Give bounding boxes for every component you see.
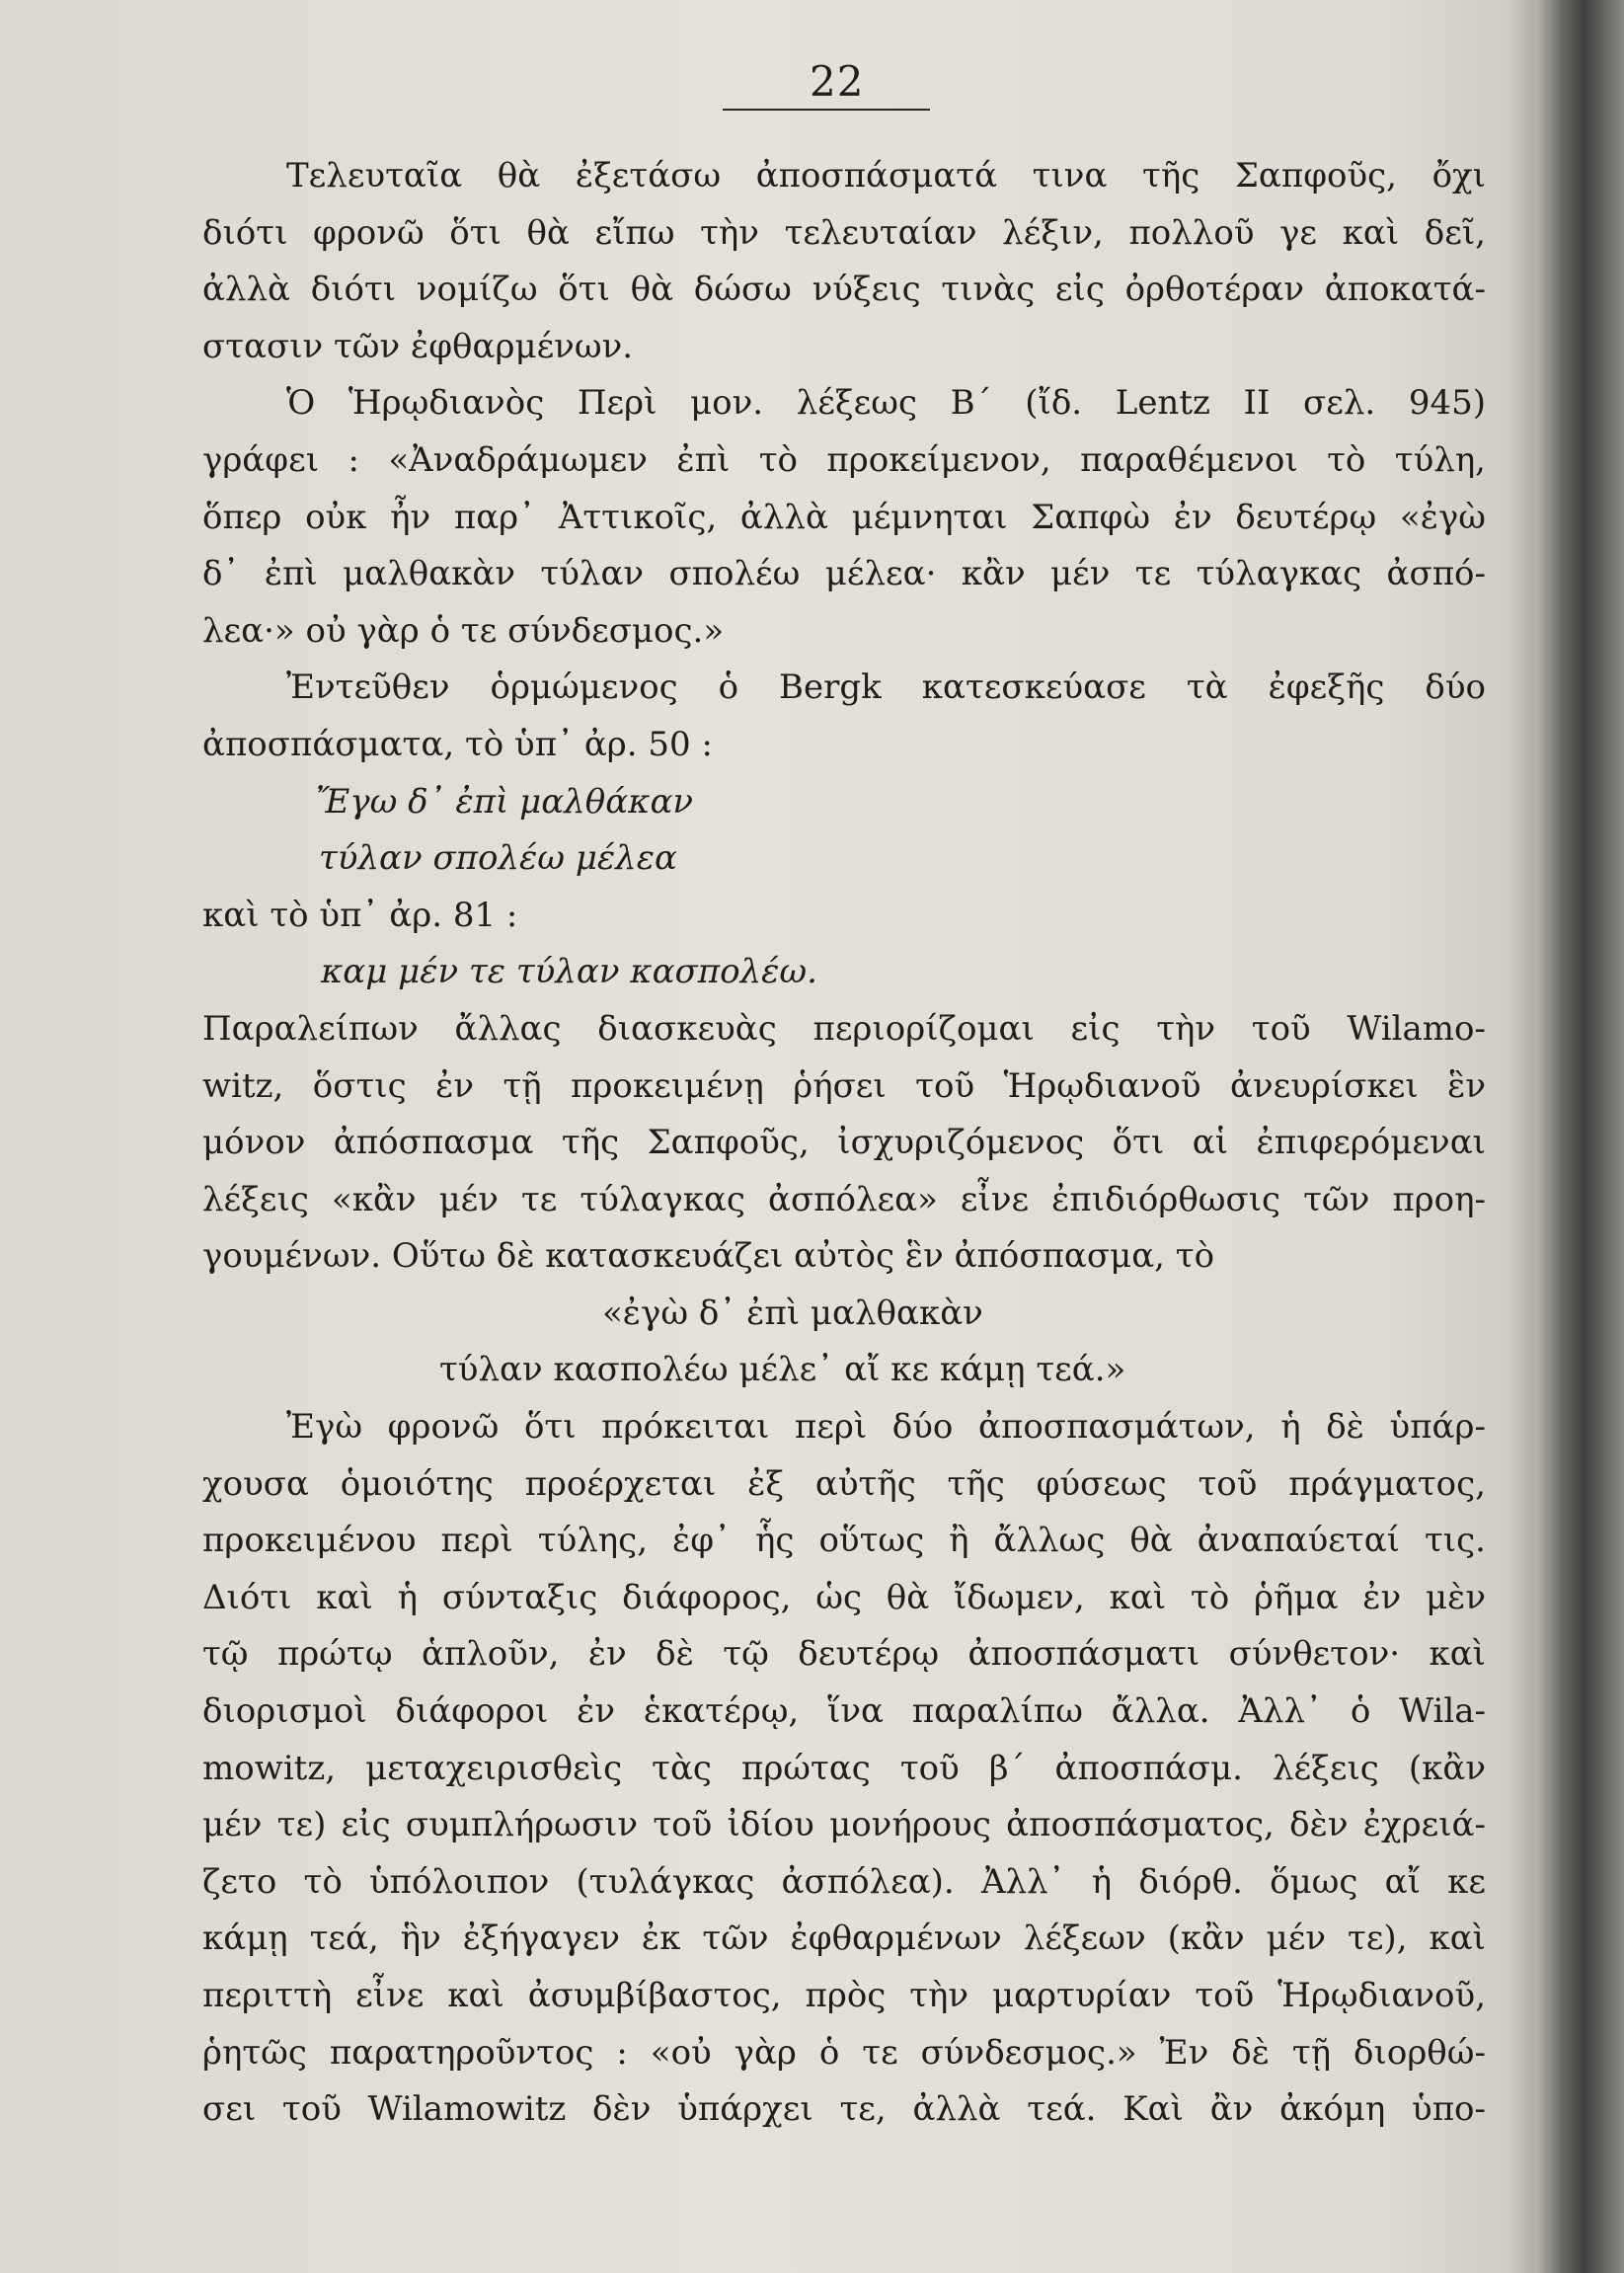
page-number-rule <box>723 109 930 111</box>
verse-line: τύλαν σπολέω μέλεα <box>319 838 677 879</box>
verse-line: Ἔγω δ᾽ ἐπὶ μαλθάκαν <box>316 781 694 822</box>
text-line: ἀποσπάσματα, τὸ ὑπ᾽ ἀρ. 50 : <box>202 724 713 764</box>
verse-line: καμ μέν τε τύλαν κασπολέω. <box>321 952 817 992</box>
text-line: κάμῃ τεά, ἣν ἐξήγαγεν ἐκ τῶν ἐφθαρμένων λέξεων (κἂν μέν τε), καὶ <box>202 1919 1486 1959</box>
book-spine-shadow <box>1535 0 1624 2273</box>
text-line: προκειμένου περὶ τύλης, ἐφ᾽ ἧς οὕτως ἢ ἄλλως θὰ ἀναπαύεταί τις. <box>202 1521 1486 1561</box>
text-line: μόνον ἀπόσπασμα τῆς Σαπφοῦς, ἰσχυριζόμενος ὅτι αἱ ἐπιφερόμεναι <box>202 1123 1486 1163</box>
text-line: Παραλείπων ἄλλας διασκευὰς περιορίζομαι εἰς τὴν τοῦ Wilamo- <box>202 1008 1486 1049</box>
text-line: witz, ὅστις ἐν τῇ προκειμένῃ ῥήσει τοῦ Ἡρῳδιανοῦ ἀνευρίσκει ἓν <box>202 1065 1486 1106</box>
text-line: Ἐντεῦθεν ὁρμώμενος ὁ Bergk κατεσκεύασε τὰ ἐφεξῆς δύο <box>286 667 1486 708</box>
text-line: στασιν τῶν ἐφθαρμένων. <box>202 326 634 366</box>
text-line: ζετο τὸ ὑπόλοιπον (τυλάγκας ἀσπόλεα). Ἀλλ᾽ ἡ διόρθ. ὅμως αἴ κε <box>202 1861 1486 1902</box>
text-line: διορισμοὶ διάφοροι ἐν ἑκατέρῳ, ἵνα παραλίπω ἄλλα. Ἀλλ᾽ ὁ Wila- <box>202 1691 1486 1732</box>
text-line: Διότι καὶ ἡ σύνταξις διάφορος, ὡς θὰ ἴδωμεν, καὶ τὸ ῥῆμα ἐν μὲν <box>202 1577 1486 1617</box>
text-line: τῷ πρώτῳ ἁπλοῦν, ἐν δὲ τῷ δευτέρῳ ἀποσπάσματι σύνθετον· καὶ <box>202 1634 1486 1675</box>
text-line: mowitz, μεταχειρισθεὶς τὰς πρώτας τοῦ β´ ἀποσπάσμ. λέξεις (κἂν <box>202 1748 1486 1788</box>
text-line: ἀλλὰ διότι νομίζω ὅτι θὰ δώσω νύξεις τινὰς εἰς ὀρθοτέραν ἀποκατά- <box>202 270 1486 310</box>
text-line: ῥητῶς παρατηροῦντος : «οὐ γὰρ ὁ τε σύνδεσμος.» Ἐν δὲ τῇ διορθώ- <box>202 2032 1486 2073</box>
quote-line: «ἐγὼ δ᾽ ἐπὶ μαλθακὰν <box>602 1293 983 1333</box>
text-line: γράφει : «Ἀναδράμωμεν ἐπὶ τὸ προκείμενον, παραθέμενοι τὸ τύλη, <box>202 439 1486 480</box>
text-line: λέξεις «κἂν μέν τε τύλαγκας ἀσπόλεα» εἶνε ἐπιδιόρθωσις τῶν προη- <box>202 1179 1486 1219</box>
text-line: Ἐγὼ φρονῶ ὅτι πρόκειται περὶ δύο ἀποσπασμάτων, ἡ δὲ ὑπάρ- <box>286 1407 1486 1448</box>
page-number: 22 <box>810 57 865 106</box>
text-line: γουμένων. Οὕτω δὲ κατασκευάζει αὐτὸς ἓν ἀπόσπασμα, τὸ <box>202 1236 1215 1277</box>
text-line: διότι φρονῶ ὅτι θὰ εἴπω τὴν τελευταίαν λέξιν, πολλοῦ γε καὶ δεῖ, <box>202 212 1486 253</box>
text-line: ὅπερ οὐκ ἦν παρ᾽ Ἀττικοῖς, ἀλλὰ μέμνηται Σαπφὼ ἐν δευτέρῳ «ἐγὼ <box>202 497 1486 537</box>
text-line: καὶ τὸ ὑπ᾽ ἀρ. 81 : <box>202 895 518 935</box>
text-line: μέν τε) εἰς συμπλήρωσιν τοῦ ἰδίου μονήρους ἀποσπάσματος, δὲν ἐχρειά- <box>202 1805 1486 1845</box>
text-line: Τελευταῖα θὰ ἐξετάσω ἀποσπάσματά τινα τῆς Σαπφοῦς, ὄχι <box>286 156 1486 196</box>
quote-line: τύλαν κασπολέω μέλε᾽ αἴ κε κάμῃ τεά.» <box>439 1350 1126 1390</box>
text-line: Ὁ Ἡρῳδιανὸς Περὶ μον. λέξεως Β´ (ἴδ. Lentz II σελ. 945) <box>286 383 1486 424</box>
text-line: λεα·» οὐ γὰρ ὁ τε σύνδεσμος.» <box>202 610 725 651</box>
text-line: περιττὴ εἶνε καὶ ἀσυμβίβαστος, πρὸς τὴν μαρτυρίαν τοῦ Ἡρῳδιανοῦ, <box>202 1976 1486 2015</box>
text-line: χουσα ὁμοιότης προέρχεται ἐξ αὐτῆς τῆς φύσεως τοῦ πράγματος, <box>202 1463 1486 1504</box>
body-text <box>202 148 1486 2139</box>
text-line: δ᾽ ἐπὶ μαλθακὰν τύλαν σπολέω μέλεα· κἂν μέν τε τύλαγκας ἀσπό- <box>202 554 1486 594</box>
text-line: σει τοῦ Wilamowitz δὲν ὑπάρχει τε, ἀλλὰ τεά. Καὶ ἂν ἀκόμη ὑπο- <box>202 2089 1486 2130</box>
